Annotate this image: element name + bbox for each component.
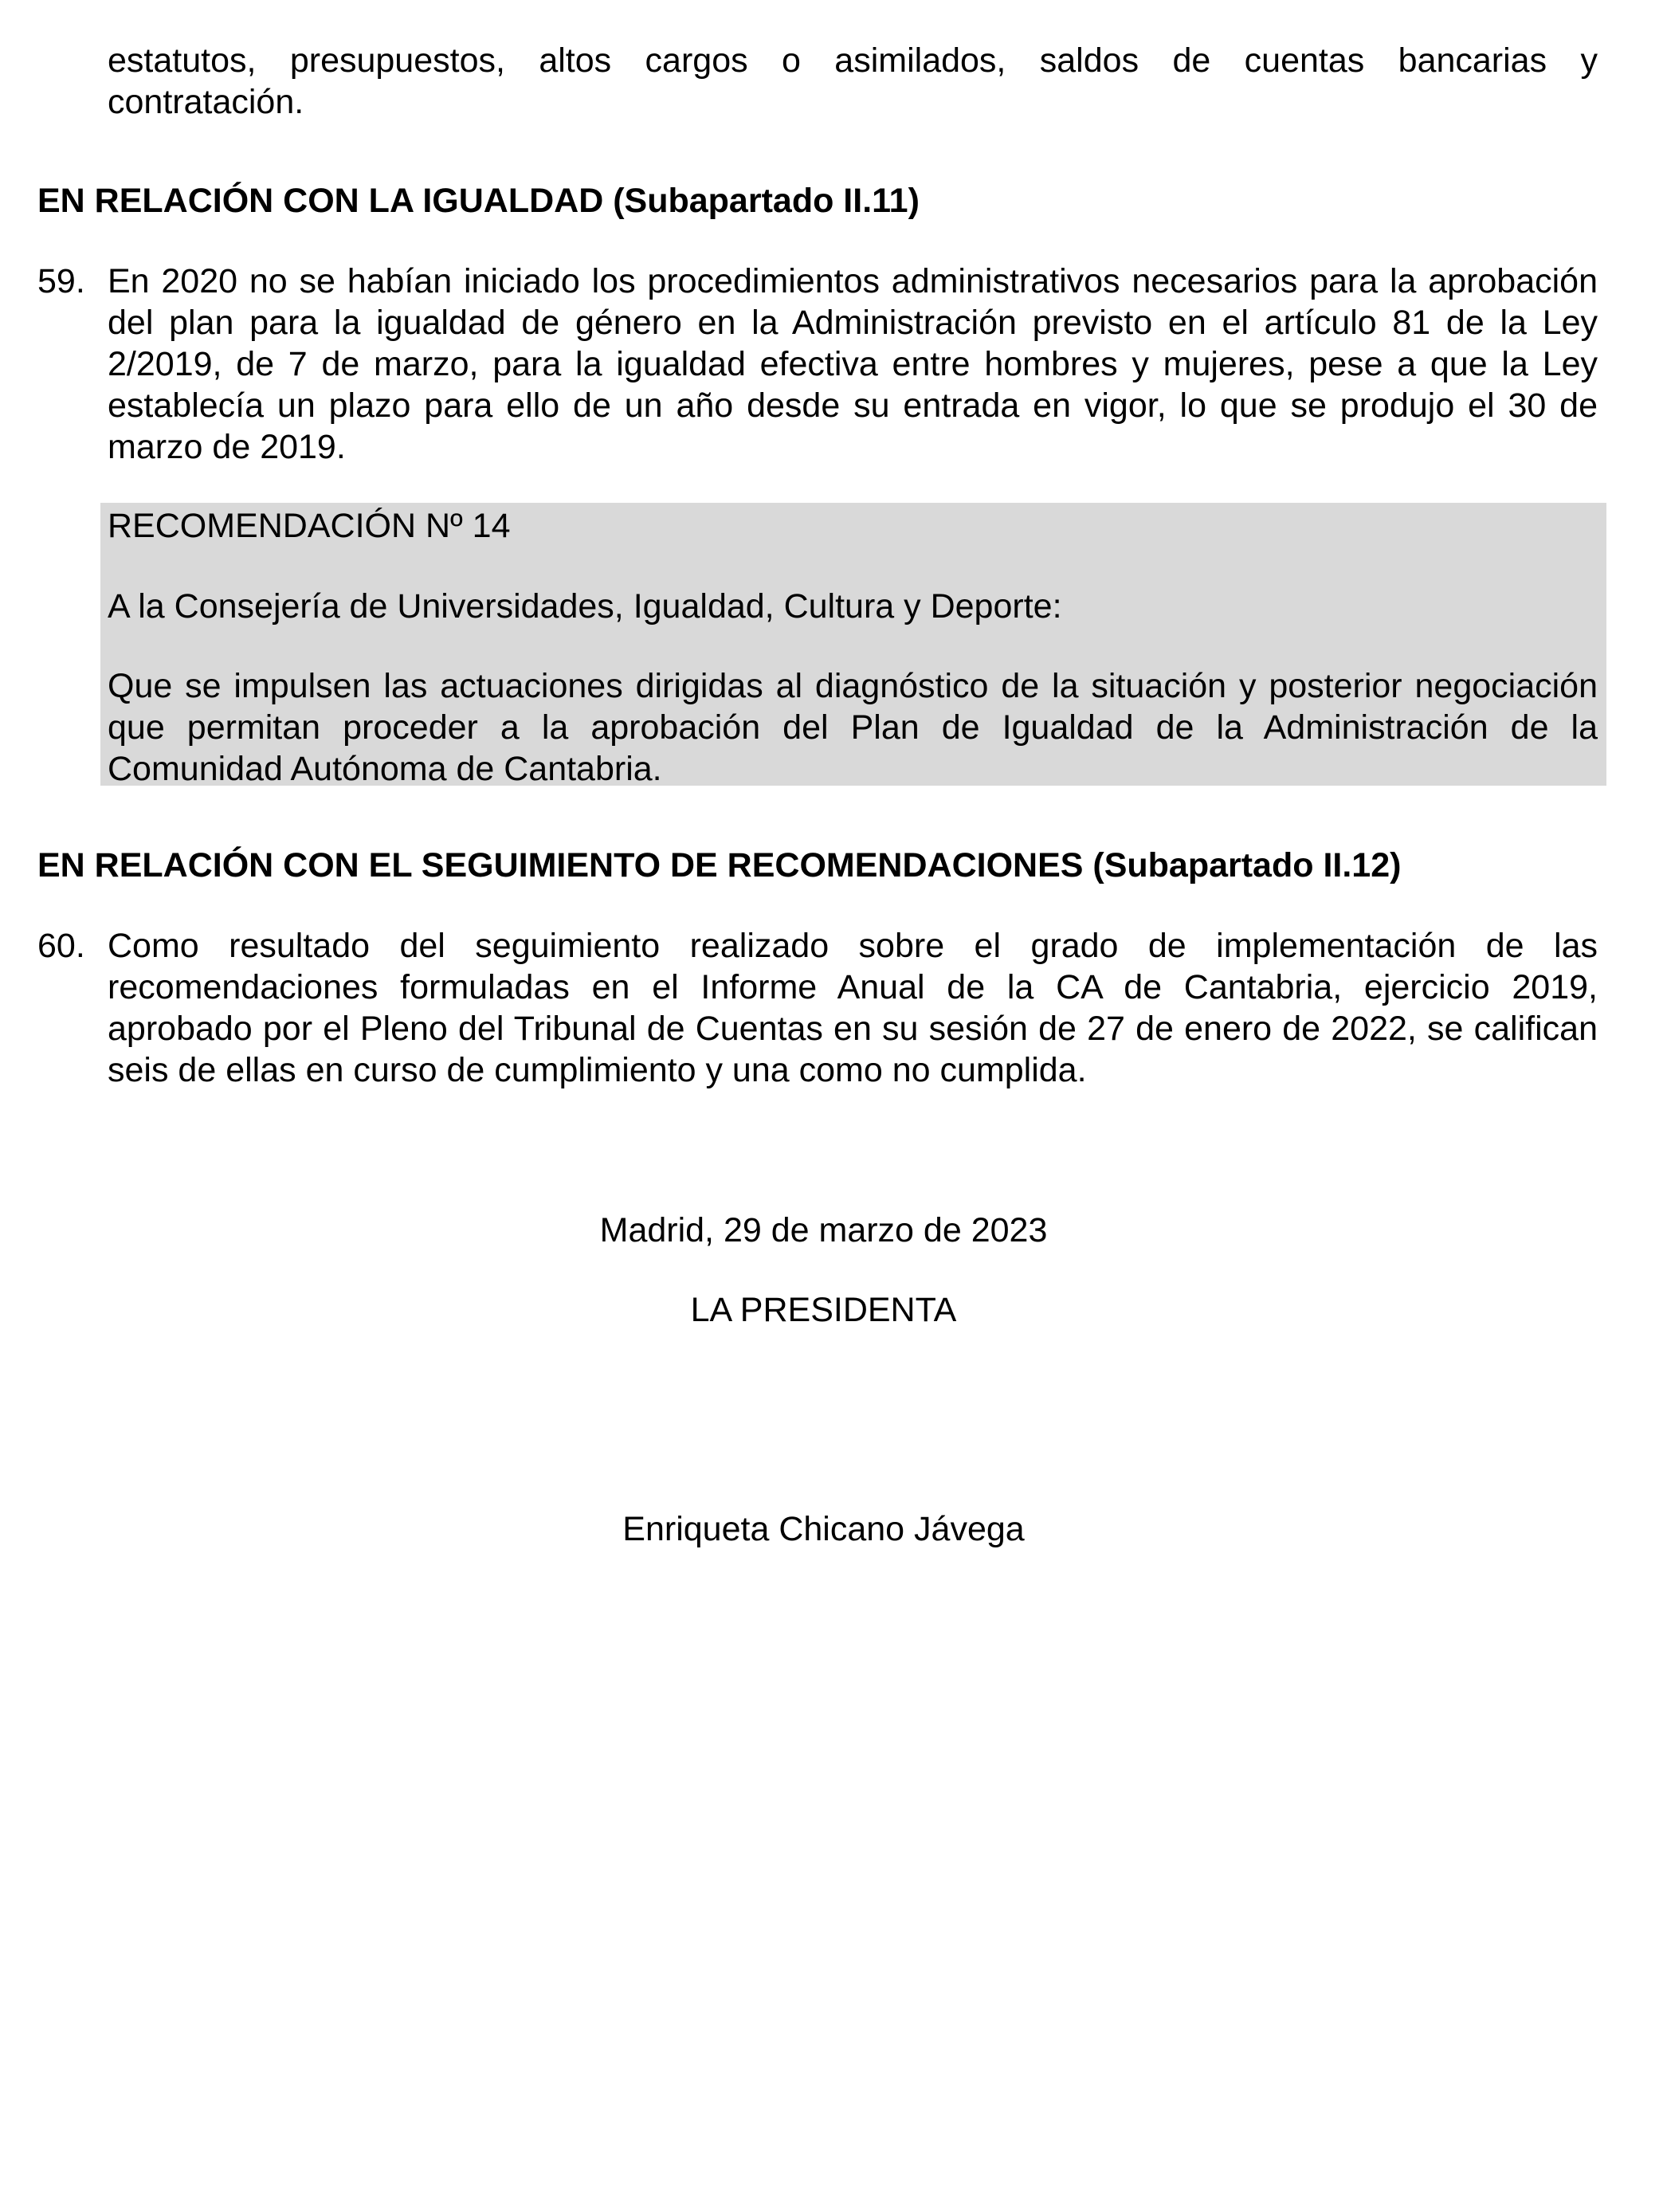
signatory-role xyxy=(0,1289,1663,1331)
section-heading-seguimiento: EN RELACIÓN CON EL SEGUIMIENTO DE RECOMENDACIONES (Subapartado II.12) xyxy=(37,846,1402,884)
intro-continuation-line-1: estatutos, presupuestos, altos cargos o asimilados, saldos de cuentas bancarias y xyxy=(108,41,1598,80)
paragraph-text: En 2020 no se habían iniciado los procedimientos administrativos necesarios para la aprobación del plan para la igualdad de género en la Administración previsto en el artículo 81 de la Ley 2/2019, de 7 de marzo, para la igualdad efectiva entre hombres y mujeres, pese a que la Ley establecía un plazo para ello de un año desde su entrada en vigor, lo que se produjo el 30 de marzo de 2019. xyxy=(108,262,1598,466)
recommendation-addressee: A la Consejería de Universidades, Igualdad, Cultura y Deporte: xyxy=(108,587,1062,626)
paragraph-text: Como resultado del seguimiento realizado sobre el grado de implementación de las recomendaciones formuladas en el Informe Anual de la CA de Cantabria, ejercicio 2019, aprobado por el Pleno del Tribunal de Cuentas en su sesión de 27 de enero de 2022, se califican seis de ellas en curso de cumplimiento y una como no cumplida. xyxy=(108,927,1598,1089)
signatory-name xyxy=(0,1508,1663,1550)
recommendation-title: RECOMENDACIÓN Nº 14 xyxy=(108,507,511,545)
recommendation-text: Que se impulsen las actuaciones dirigidas al diagnóstico de la situación y posterior negociación que permitan proceder a la aprobación del Plan de Igualdad de la Administración de la Comunidad Autónoma de Cantabria. xyxy=(108,667,1598,788)
intro-continuation-line-2: contratación. xyxy=(108,83,304,121)
place-date xyxy=(0,1210,1663,1251)
numbered-paragraph-60 xyxy=(37,925,1598,1091)
paragraph-number: 59. xyxy=(37,262,85,300)
numbered-paragraph-59 xyxy=(37,261,1598,468)
signatory-role-text: LA PRESIDENTA xyxy=(690,1291,957,1329)
paragraph-number: 60. xyxy=(37,927,85,965)
signatory-name-text: Enriqueta Chicano Jávega xyxy=(622,1510,1025,1548)
section-heading-igualdad: EN RELACIÓN CON LA IGUALDAD (Subapartado II.11) xyxy=(37,182,920,220)
place-date-text: Madrid, 29 de marzo de 2023 xyxy=(599,1211,1048,1249)
